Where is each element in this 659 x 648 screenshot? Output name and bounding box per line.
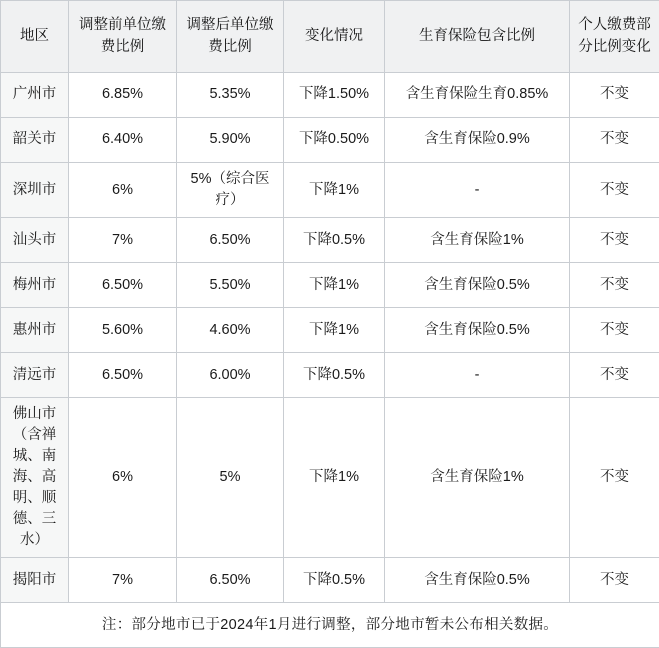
table-row xyxy=(1,263,659,308)
cell-region: 深圳市 xyxy=(1,163,69,218)
cell-change: 下降1.50% xyxy=(284,73,385,118)
cell-personal-change: 不变 xyxy=(570,218,659,263)
cell-personal-change: 不变 xyxy=(570,558,659,603)
cell-after-rate: 6.50% xyxy=(177,218,284,263)
cell-maternity-share: - xyxy=(385,163,570,218)
cell-change: 下降0.50% xyxy=(284,118,385,163)
table-row xyxy=(1,163,659,218)
column-header-maternity-share: 生育保险包含比例 xyxy=(385,1,570,73)
cell-maternity-share: 含生育保险1% xyxy=(385,398,570,558)
cell-after-rate: 5.50% xyxy=(177,263,284,308)
table-header xyxy=(1,1,659,73)
cell-personal-change: 不变 xyxy=(570,398,659,558)
cell-after-rate: 5%（综合医疗） xyxy=(177,163,284,218)
table-row xyxy=(1,118,659,163)
cell-before-rate: 7% xyxy=(69,218,177,263)
table-row xyxy=(1,558,659,603)
cell-before-rate: 5.60% xyxy=(69,308,177,353)
cell-change: 下降0.5% xyxy=(284,353,385,398)
cell-personal-change: 不变 xyxy=(570,163,659,218)
cell-before-rate: 6.50% xyxy=(69,353,177,398)
table-row xyxy=(1,398,659,558)
column-header-region: 地区 xyxy=(1,1,69,73)
cell-maternity-share: 含生育保险0.9% xyxy=(385,118,570,163)
cell-region: 广州市 xyxy=(1,73,69,118)
cell-after-rate: 4.60% xyxy=(177,308,284,353)
column-header-after-rate: 调整后单位缴费比例 xyxy=(177,1,284,73)
cell-after-rate: 5.90% xyxy=(177,118,284,163)
table-row xyxy=(1,308,659,353)
cell-before-rate: 6% xyxy=(69,163,177,218)
cell-maternity-share: 含生育保险生育0.85% xyxy=(385,73,570,118)
cell-region: 佛山市（含禅城、南海、高明、顺德、三水） xyxy=(1,398,69,558)
cell-region: 惠州市 xyxy=(1,308,69,353)
cell-region: 梅州市 xyxy=(1,263,69,308)
cell-before-rate: 6.40% xyxy=(69,118,177,163)
cell-region: 汕头市 xyxy=(1,218,69,263)
cell-change: 下降1% xyxy=(284,163,385,218)
cell-maternity-share: 含生育保险0.5% xyxy=(385,263,570,308)
cell-before-rate: 6.85% xyxy=(69,73,177,118)
cell-before-rate: 6% xyxy=(69,398,177,558)
table-row xyxy=(1,353,659,398)
cell-after-rate: 6.50% xyxy=(177,558,284,603)
table-note: 注：部分地市已于2024年1月进行调整，部分地市暂未公布相关数据。 xyxy=(1,603,659,648)
cell-after-rate: 6.00% xyxy=(177,353,284,398)
cell-change: 下降0.5% xyxy=(284,558,385,603)
cell-after-rate: 5.35% xyxy=(177,73,284,118)
cell-maternity-share: - xyxy=(385,353,570,398)
cell-maternity-share: 含生育保险0.5% xyxy=(385,308,570,353)
table-note-row xyxy=(1,603,659,648)
cell-region: 韶关市 xyxy=(1,118,69,163)
cell-region: 清远市 xyxy=(1,353,69,398)
cell-personal-change: 不变 xyxy=(570,353,659,398)
column-header-change: 变化情况 xyxy=(284,1,385,73)
cell-maternity-share: 含生育保险1% xyxy=(385,218,570,263)
cell-change: 下降1% xyxy=(284,263,385,308)
column-header-personal-change: 个人缴费部分比例变化 xyxy=(570,1,659,73)
cell-personal-change: 不变 xyxy=(570,118,659,163)
cell-change: 下降1% xyxy=(284,398,385,558)
cell-change: 下降0.5% xyxy=(284,218,385,263)
cell-maternity-share: 含生育保险0.5% xyxy=(385,558,570,603)
cell-region: 揭阳市 xyxy=(1,558,69,603)
table-row xyxy=(1,218,659,263)
cell-change: 下降1% xyxy=(284,308,385,353)
cell-before-rate: 6.50% xyxy=(69,263,177,308)
cell-after-rate: 5% xyxy=(177,398,284,558)
table-row xyxy=(1,73,659,118)
cell-before-rate: 7% xyxy=(69,558,177,603)
cell-personal-change: 不变 xyxy=(570,263,659,308)
column-header-before-rate: 调整前单位缴费比例 xyxy=(69,1,177,73)
cell-personal-change: 不变 xyxy=(570,308,659,353)
cell-personal-change: 不变 xyxy=(570,73,659,118)
table-body xyxy=(1,73,659,648)
header-row xyxy=(1,1,659,73)
